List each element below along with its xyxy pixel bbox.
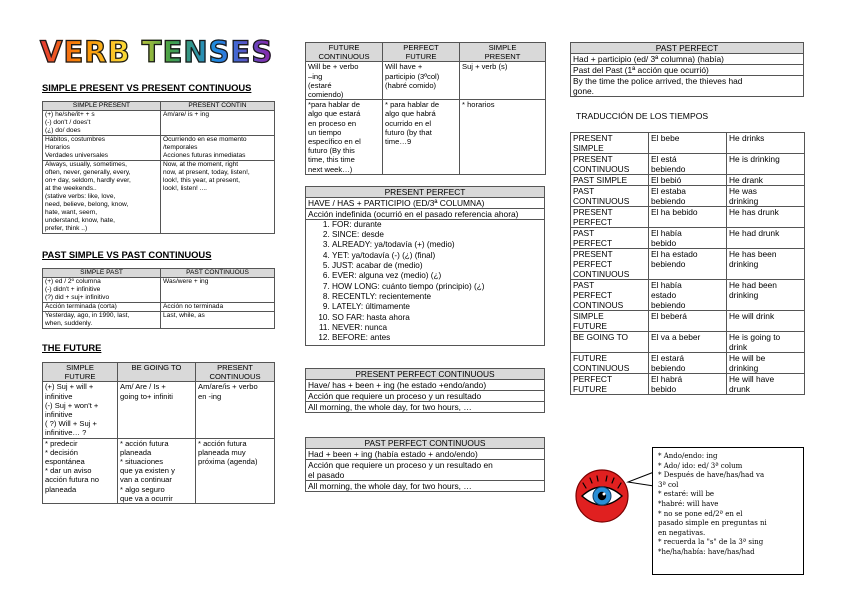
future-continuous-header-row [306,43,546,62]
simple-present-cell: Always, usually, sometimes, often, never, generally, every, on+ day, seldom, hardly ever, at the weekends.. (stative verbs: like, love, need, believe, belong, know, hate, want, seem, understand, know, hate, prefer, think ..) [43,161,161,234]
past-perfect-continuous-table [305,437,545,492]
table-row [43,111,275,136]
future-header-row [43,363,275,382]
translation-cell: He is going to drink [727,332,805,353]
future-cell: Am/ Are / Is + going to+ infiniti [118,382,196,438]
past-perfect-continuous-row: Had + been + ing (había estado + ando/endo) [306,449,545,460]
note-line: * estaré: will be [658,490,715,499]
past-simple-cell: Yesterday, ago, in 1990, last, when, suddenly. [43,312,161,329]
translation-heading: TRADUCCIÓN DE LOS TIEMPOS [576,111,709,121]
note-line: *he/ha/había: have/has/had [658,547,755,556]
table-row [306,391,545,402]
table-row [571,228,805,249]
translation-cell: PAST CONTINUOUS [571,186,649,207]
table-row [43,382,275,438]
table-row [571,353,805,374]
table-row [306,62,546,100]
translation-cell: PRESENT PERFECT [571,207,649,228]
list-item: 7. HOW LONG: cuánto tiempo (principio) (¿) [332,282,542,292]
future-table [42,362,275,504]
past-perfect-row: Past del Past (1ª acción que ocurrió) [571,65,804,76]
present-perfect-continuous-row: All morning, the whole day, for two hours, … [306,402,545,413]
list-item: 6. EVER: alguna vez (medio) (¿) [332,271,542,281]
translation-cell: El ha bebido [649,207,727,228]
translation-cell: El estaba bebiendo [649,186,727,207]
past-perfect-header: PAST PERFECT [571,43,804,54]
present-perfect-continuous-table [305,368,545,413]
translation-cell: He has been drinking [727,249,805,280]
list-item: 11. NEVER: nunca [332,323,542,333]
translation-cell: He is drinking [727,154,805,175]
future-cell: (+) Suj + will + infinitive (-) Suj + won't + infinitive ( ?) Will + Suj + infinitive… ? [43,382,118,438]
translation-cell: He drank [727,175,805,186]
present-perfect-continuous-row: Acción que requiere un proceso y un resultado [306,391,545,402]
past-perfect-continuous-header: PAST PERFECT CONTINUOUS [306,438,545,449]
translation-cell: PRESENT CONTINUOUS [571,154,649,175]
table-row [306,460,545,481]
eye-icon [574,468,630,524]
past-perfect-continuous-row: Acción que requiere un proceso y un resultado en el pasado [306,460,545,481]
translation-cell: PERFECT FUTURE [571,374,649,395]
translation-cell: El estará bebiendo [649,353,727,374]
table-row [306,402,545,413]
translation-cell: El había bebido [649,228,727,249]
table-row [571,186,805,207]
past-simple-cell: Was/were + ing [161,278,275,303]
translation-cell: PAST PERFECT CONTINOUS [571,280,649,311]
table-row [571,54,804,65]
future-continuous-header-cell: SIMPLE PRESENT [460,43,546,62]
translation-cell: He has drunk [727,207,805,228]
simple-present-header-row [43,102,275,111]
translation-cell: He will drink [727,311,805,332]
list-item: 5. JUST: acabar de (medio) [332,261,542,271]
future-cell: Am/are/is + verbo en -ing [196,382,275,438]
translation-cell: He drinks [727,133,805,154]
translation-cell: PRESENT SIMPLE [571,133,649,154]
section-heading-past: PAST SIMPLE VS PAST CONTINUOUS [42,249,212,260]
simple-present-cell: Ocurriendo en ese momento /temporales Acciones futuras inmediatas [161,136,275,161]
future-continuous-cell: * para hablar de algo que habrá ocurrido en el futuro (by that time…9 [383,100,460,175]
future-cell: * acción futura planeada * situaciones que ya existen y van a continuar * algo seguro que va a ocurrir [118,438,196,503]
present-perfect-table [305,186,545,347]
simple-present-table [42,101,275,234]
list-item: 2. SINCE: desde [332,230,542,240]
translation-cell: BE GOING TO [571,332,649,353]
translation-cell: El está bebiendo [649,154,727,175]
table-row [571,154,805,175]
future-continuous-cell: *para hablar de algo que estará en proceso en un tiempo específico en el futuro (By this time, this time next week…) [306,100,383,175]
translation-cell: He will have drunk [727,374,805,395]
past-simple-cell: Acción no terminada [161,303,275,312]
simple-present-cell: Am/are/ is + ing [161,111,275,136]
translation-cell: El habrá bebido [649,374,727,395]
list-item: 8. RECENTLY: recientemente [332,292,542,302]
note-line: * Después de have/has/had va [658,471,765,480]
past-simple-header-cell: PAST CONTINUOUS [161,269,275,278]
past-simple-table [42,268,275,329]
note-line: en negativas. [658,528,706,537]
note-line: pasado simple en preguntas ni [658,519,767,528]
list-item: 9. LATELY: últimamente [332,302,542,312]
note-line: * Ado/ ido: ed/ 3ª colum [658,461,743,470]
list-item: 12. BEFORE: antes [332,333,542,343]
simple-present-cell: Now, at the moment, right now, at present, today, listen!, look!, this year, at present, look!, listen! .... [161,161,275,234]
future-cell: * predecir * decisión espontánea * dar un aviso acción futura no planeada [43,438,118,503]
table-row [571,133,805,154]
present-perfect-adverbs [306,219,545,346]
note-line: * Ando/endo: ing [658,452,718,460]
translation-cell: SIMPLE FUTURE [571,311,649,332]
table-row [306,481,545,492]
past-perfect-row: Had + participio (ed/ 3ª columna) (había) [571,54,804,65]
translation-cell: El beberá [649,311,727,332]
future-cell: * acción futura planeada muy próxima (agenda) [196,438,275,503]
translation-cell: El va a beber [649,332,727,353]
table-row [306,449,545,460]
table-row [43,136,275,161]
list-item: 1. FOR: durante [332,220,542,230]
present-perfect-continuous-header: PRESENT PERFECT CONTINUOUS [306,369,545,380]
table-row [571,249,805,280]
past-perfect-row: By the time the police arrived, the thieves had gone. [571,76,804,97]
present-perfect-header: PRESENT PERFECT [306,186,545,197]
future-continuous-cell: Will have + participio (3ºcol) (habré comido) [383,62,460,100]
note-line: * recuerda la "s" de la 3ª sing [658,538,764,547]
past-perfect-continuous-row: All morning, the whole day, for two hours, … [306,481,545,492]
table-row [571,76,804,97]
future-continuous-cell: Will be + verbo –ing (estaré comiendo) [306,62,383,100]
past-simple-cell: Last, while, as [161,312,275,329]
simple-present-header-cell: PRESENT CONTIN [161,102,275,111]
future-continuous-header-cell: FUTURE CONTINUOUS [306,43,383,62]
table-row [43,312,275,329]
tips-note [652,447,804,575]
note-line: * no se pone ed/2ª en el [658,509,743,518]
column-3 [570,42,804,395]
table-row [43,278,275,303]
future-header-cell: SIMPLE FUTURE [43,363,118,382]
translation-cell: He had been drinking [727,280,805,311]
past-simple-cell: (+) ed / 2º columna (-) didn't + infinitive (?) did + suj+ infinitivo [43,278,161,303]
translation-cell: El bebió [649,175,727,186]
table-row [571,280,805,311]
section-heading-present: SIMPLE PRESENT VS PRESENT CONTINUOUS [42,82,252,93]
table-row [571,311,805,332]
translation-cell: El ha estado bebiendo [649,249,727,280]
present-perfect-formula: HAVE / HAS + PARTICIPIO (ED/3ª COLUMNA) [306,197,545,208]
table-row [571,65,804,76]
table-row [43,161,275,234]
simple-present-header-cell: SIMPLE PRESENT [43,102,161,111]
section-heading-future: THE FUTURE [42,342,102,353]
translation-cell: PAST PERFECT [571,228,649,249]
table-row [571,207,805,228]
translation-table [570,132,805,395]
column-2 [305,42,545,492]
table-row [43,303,275,312]
translation-cell: PRESENT PERFECT CONTINUOUS [571,249,649,280]
column-1 [42,82,274,504]
page-title: VERB TENSES [40,35,274,69]
present-perfect-continuous-row: Have/ has + been + ing (he estado +endo/ando) [306,380,545,391]
future-continuous-header-cell: PERFECT FUTURE [383,43,460,62]
past-perfect-table [570,42,804,97]
table-row [306,380,545,391]
translation-cell: PAST SIMPLE [571,175,649,186]
adverb-list [308,220,542,344]
translation-cell: He will be drinking [727,353,805,374]
past-simple-header-cell: SIMPLE PAST [43,269,161,278]
note-line: 3ª col [658,480,679,489]
future-continuous-cell: Suj + verb (s) [460,62,546,100]
list-item: 10. SO FAR: hasta ahora [332,313,542,323]
future-header-cell: PRESENT CONTINUOUS [196,363,275,382]
translation-cell: FUTURE CONTINUOUS [571,353,649,374]
table-row [571,175,805,186]
translation-cell: He had drunk [727,228,805,249]
translation-cell: El bebe [649,133,727,154]
list-item: 4. YET: ya/todavía (-) (¿) (final) [332,251,542,261]
note-line: *habré: will have [658,499,719,508]
table-row [571,374,805,395]
table-row [571,332,805,353]
table-row [306,100,546,175]
translation-cell: He was drinking [727,186,805,207]
past-simple-header-row [43,269,275,278]
future-header-cell: BE GOING TO [118,363,196,382]
list-item: 3. ALREADY: ya/todavía (+) (medio) [332,240,542,250]
future-continuous-table [305,42,546,175]
present-perfect-use: Acción indefinida (ocurrió en el pasado referencia ahora) [306,208,545,219]
simple-present-cell: (+) he/she/it+ + s (-) don't / does't (¿) do/ does [43,111,161,136]
table-row [43,438,275,503]
simple-present-cell: Hábitos, costumbres Horarios Verdades universales [43,136,161,161]
translation-cell: El había estado bebiendo [649,280,727,311]
future-continuous-cell: * horarios [460,100,546,175]
past-simple-cell: Acción terminada (corta) [43,303,161,312]
